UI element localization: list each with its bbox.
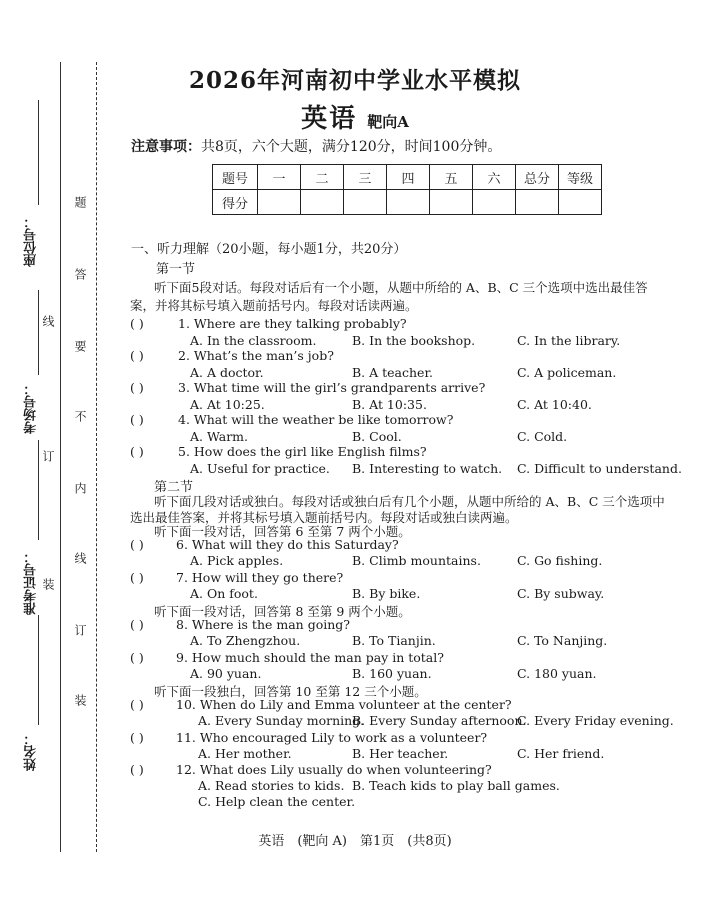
name-label: 姓名： xyxy=(24,732,39,771)
option-b: B. A teacher. xyxy=(352,365,434,380)
answer-blank[interactable]: ( ) xyxy=(130,348,144,363)
notice-text: 共8页，六个大题，满分120分，时间100分钟。 xyxy=(201,139,502,155)
option-a: A. Warm. xyxy=(190,429,248,444)
margin-char-1: 题 xyxy=(73,196,87,208)
ticket-number-label: 准考证号： xyxy=(24,550,39,615)
option-c: C. In the library. xyxy=(517,333,621,348)
room-number-blank xyxy=(38,290,39,375)
ticket-number-blank xyxy=(38,440,39,540)
option-a: A. In the classroom. xyxy=(190,333,317,348)
answer-blank[interactable]: ( ) xyxy=(130,444,144,459)
option-c: C. Go fishing. xyxy=(517,553,603,568)
score-header-cell: 二 xyxy=(301,165,344,190)
binding-char-bind: 装 xyxy=(41,578,55,590)
score-header-cell: 五 xyxy=(430,165,473,190)
option-b: B. Cool. xyxy=(352,429,402,444)
option-b: B. To Tianjin. xyxy=(352,633,436,648)
option-c: C. At 10:40. xyxy=(517,397,592,412)
part2-instruction-line1: 听下面几段对话或独白。每段对话或独白后有几个小题，从题中所给的 A、B、C 三个选项中 xyxy=(154,494,665,509)
option-a: A. On foot. xyxy=(190,586,258,601)
notice-line xyxy=(131,136,501,156)
notice-label: 注意事项： xyxy=(131,139,201,155)
seat-number-label: 座位号： xyxy=(24,215,39,267)
score-header-cell: 总分 xyxy=(516,165,559,190)
binding-line-outer xyxy=(60,62,61,852)
question-text: 1. Where are they talking probably? xyxy=(178,316,407,331)
option-c: C. Cold. xyxy=(517,429,568,444)
answer-blank[interactable]: ( ) xyxy=(130,697,144,712)
binding-line-inner xyxy=(96,62,97,852)
answer-blank[interactable]: ( ) xyxy=(130,730,144,745)
question-text: 7. How will they go there? xyxy=(176,570,344,585)
score-cell[interactable] xyxy=(516,190,559,215)
option-a: A. Pick apples. xyxy=(190,553,284,568)
margin-char-4: 不 xyxy=(73,410,87,422)
margin-char-8: 装 xyxy=(73,694,87,706)
option-c: C. Her friend. xyxy=(517,746,605,761)
question-text: 12. What does Lily usually do when volunteering? xyxy=(176,762,492,777)
score-cell[interactable] xyxy=(344,190,387,215)
question-text: 5. How does the girl like English films? xyxy=(178,444,427,459)
answer-blank[interactable]: ( ) xyxy=(130,650,144,665)
option-c: C. Difficult to understand. xyxy=(517,461,682,476)
question-text: 8. Where is the man going? xyxy=(176,617,350,632)
score-cell[interactable] xyxy=(559,190,602,215)
part1-title: 第一节 xyxy=(156,262,196,277)
part2-title: 第二节 xyxy=(154,480,194,495)
answer-blank[interactable]: ( ) xyxy=(130,570,144,585)
option-b: B. 160 yuan. xyxy=(352,666,432,681)
option-a: A. Her mother. xyxy=(198,746,292,761)
answer-blank[interactable]: ( ) xyxy=(130,412,144,427)
binding-char-order: 订 xyxy=(41,450,55,462)
margin-char-5: 内 xyxy=(73,482,87,494)
option-a: A. Every Sunday morning. xyxy=(198,713,365,728)
option-b: B. By bike. xyxy=(352,586,421,601)
option-a: A. Read stories to kids. xyxy=(198,778,345,793)
score-header-cell: 等级 xyxy=(559,165,602,190)
option-b: B. At 10:35. xyxy=(352,397,427,412)
part2-prompt-3: 听下面一段独白，回答第 10 至第 12 三个小题。 xyxy=(154,684,427,699)
margin-char-6: 线 xyxy=(73,552,87,564)
exam-subtitle xyxy=(0,98,710,135)
score-header-cell: 三 xyxy=(344,165,387,190)
answer-blank[interactable]: ( ) xyxy=(130,380,144,395)
margin-char-3: 要 xyxy=(73,340,87,352)
option-b: B. In the bookshop. xyxy=(352,333,476,348)
part2-instruction-line2: 选出最佳答案，并将其标号填入题前括号内。每段对话或独白读两遍。 xyxy=(130,510,518,525)
option-b: B. Climb mountains. xyxy=(352,553,481,568)
part2-prompt-2: 听下面一段对话，回答第 8 至第 9 两个小题。 xyxy=(154,604,411,619)
option-c: C. Help clean the center. xyxy=(198,794,356,809)
score-header-cell: 六 xyxy=(473,165,516,190)
name-blank xyxy=(38,615,39,725)
question-text: 9. How much should the man pay in total? xyxy=(176,650,444,665)
option-a: A. At 10:25. xyxy=(190,397,265,412)
binding-char-line: 线 xyxy=(41,315,55,327)
answer-blank[interactable]: ( ) xyxy=(130,537,144,552)
option-c: C. By subway. xyxy=(517,586,605,601)
score-header-cell: 四 xyxy=(387,165,430,190)
margin-char-7: 订 xyxy=(73,624,87,636)
section-title: 一、听力理解（20小题，每小题1分，共20分） xyxy=(131,242,407,257)
option-c: C. 180 yuan. xyxy=(517,666,597,681)
question-text: 10. When do Lily and Emma volunteer at the center? xyxy=(176,697,512,712)
score-cell[interactable] xyxy=(430,190,473,215)
score-cell[interactable] xyxy=(473,190,516,215)
option-c: C. A policeman. xyxy=(517,365,617,380)
option-b: B. Teach kids to play ball games. xyxy=(352,778,560,793)
question-text: 3. What time will the girl’s grandparents arrive? xyxy=(178,380,486,395)
option-c: C. Every Friday evening. xyxy=(517,713,674,728)
option-a: A. To Zhengzhou. xyxy=(190,633,301,648)
score-header-cell: 一 xyxy=(258,165,301,190)
question-text: 2. What’s the man’s job? xyxy=(178,348,334,363)
score-cell[interactable] xyxy=(301,190,344,215)
option-a: A. 90 yuan. xyxy=(190,666,262,681)
score-row-label: 得分 xyxy=(213,190,258,215)
option-b: B. Interesting to watch. xyxy=(352,461,503,476)
question-text: 6. What will they do this Saturday? xyxy=(176,537,399,552)
score-header-cell: 题号 xyxy=(213,165,258,190)
score-table-score-row xyxy=(213,190,602,215)
option-b: B. Every Sunday afternoon. xyxy=(352,713,527,728)
option-b: B. Her teacher. xyxy=(352,746,449,761)
score-cell[interactable] xyxy=(387,190,430,215)
part1-instruction-line1: 听下面5段对话。每段对话后有一个小题，从题中所给的 A、B、C 三个选项中选出最佳答 xyxy=(154,280,648,295)
option-a: A. Useful for practice. xyxy=(190,461,330,476)
option-a: A. A doctor. xyxy=(190,365,264,380)
question-text: 4. What will the weather be like tomorrow? xyxy=(178,412,454,427)
answer-blank[interactable]: ( ) xyxy=(130,316,144,331)
subject-name: 英语 xyxy=(301,104,358,134)
score-table xyxy=(212,164,602,215)
exam-title: 2026年河南初中学业水平模拟 xyxy=(188,67,521,94)
option-c: C. To Nanjing. xyxy=(517,633,608,648)
part2-prompt-1: 听下面一段对话，回答第 6 至第 7 两个小题。 xyxy=(154,524,411,539)
margin-char-2: 答 xyxy=(73,268,87,280)
score-cell[interactable] xyxy=(258,190,301,215)
room-number-label: 考场号： xyxy=(24,382,39,434)
answer-blank[interactable]: ( ) xyxy=(130,617,144,632)
page-footer: 英语 (靶向 A) 第1页 (共8页) xyxy=(258,834,452,849)
part1-instruction-line2: 案，并将其标号填入题前括号内。每段对话读两遍。 xyxy=(130,298,418,313)
answer-blank[interactable]: ( ) xyxy=(130,762,144,777)
question-text: 11. Who encouraged Lily to work as a volunteer? xyxy=(176,730,488,745)
version-label: 靶向A xyxy=(367,113,409,131)
score-table-header-row xyxy=(213,165,602,190)
